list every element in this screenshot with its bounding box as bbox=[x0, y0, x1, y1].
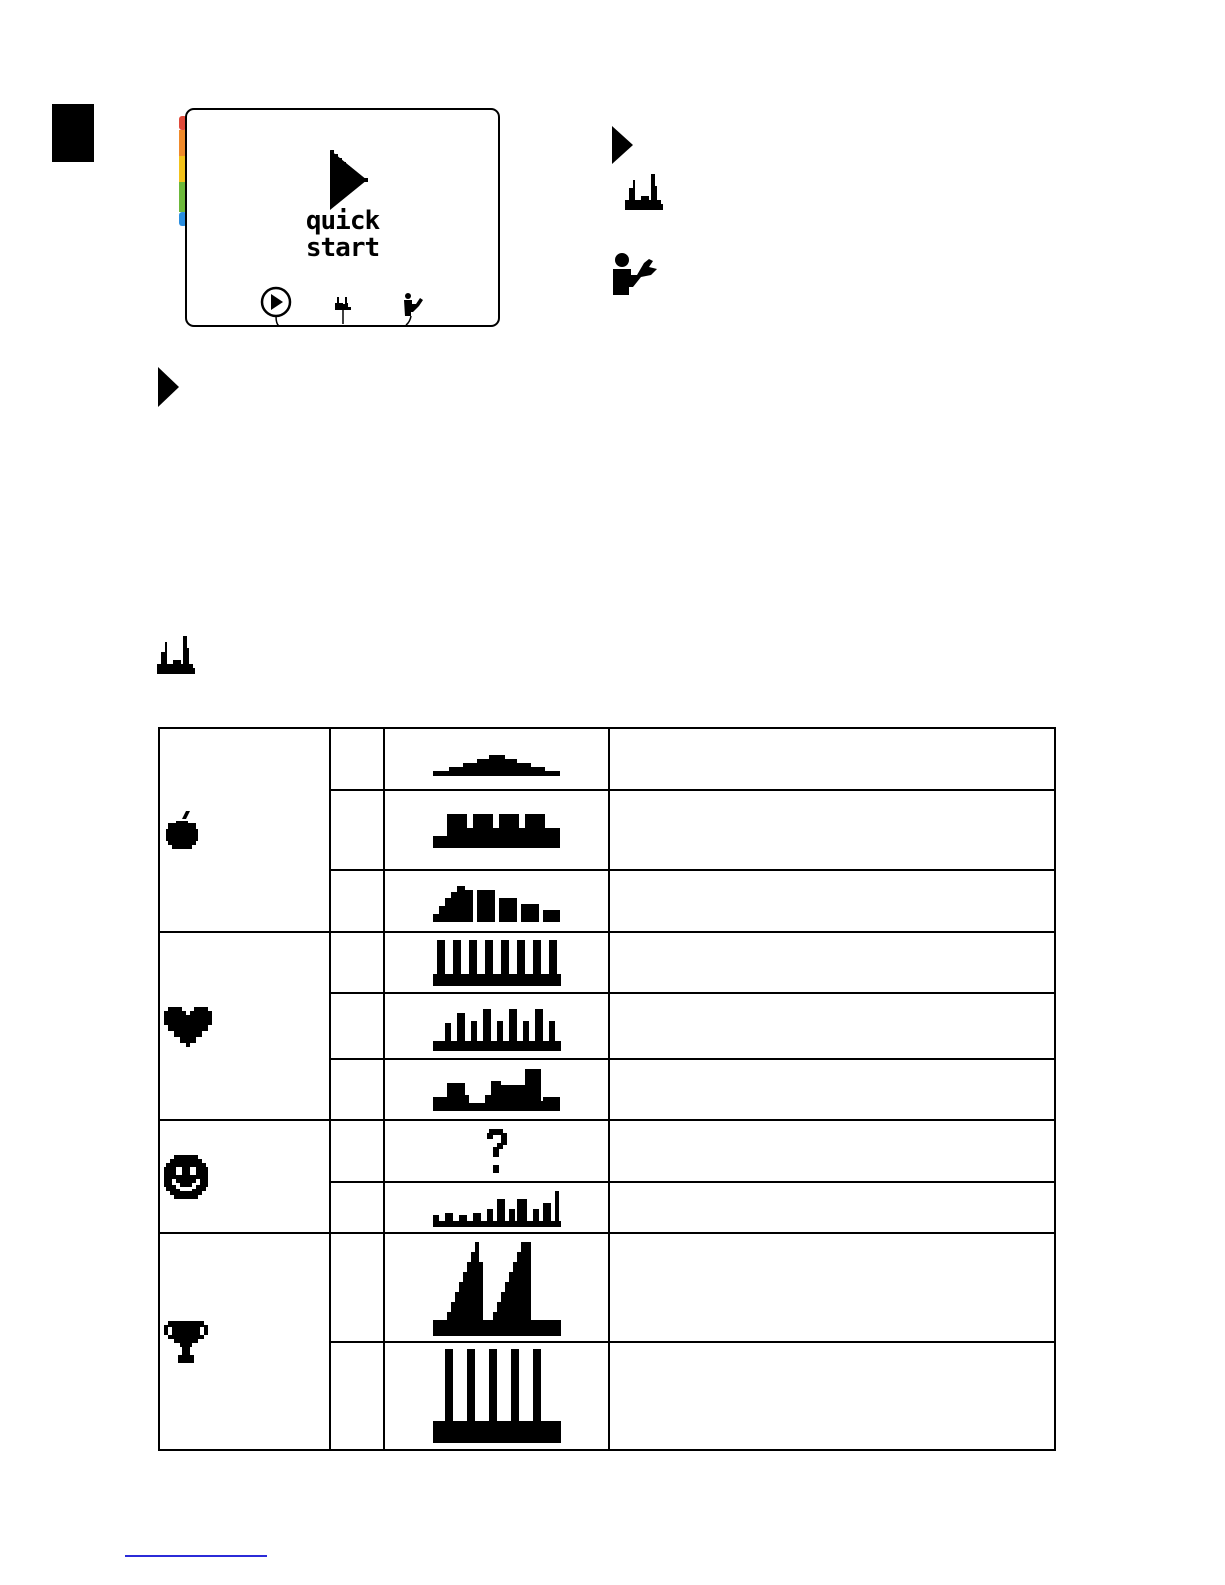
heart-icon bbox=[164, 1005, 212, 1047]
play-icon bbox=[158, 367, 180, 407]
table-row[interactable] bbox=[159, 728, 1055, 790]
profile-cell bbox=[384, 932, 609, 993]
hill-profile bbox=[433, 740, 561, 778]
play-circle-icon[interactable] bbox=[259, 286, 293, 328]
number-cell bbox=[330, 1182, 384, 1233]
number-cell bbox=[330, 728, 384, 790]
intervals-profile bbox=[433, 940, 561, 986]
group-icon-cell bbox=[159, 1120, 330, 1233]
short-intervals-profile bbox=[433, 1001, 561, 1051]
number-cell bbox=[330, 993, 384, 1059]
description-cell bbox=[609, 870, 1055, 932]
program-icon bbox=[157, 632, 197, 674]
group-icon-cell bbox=[159, 1233, 330, 1450]
settings-icon[interactable] bbox=[401, 292, 425, 328]
profile-cell bbox=[384, 870, 609, 932]
apple-icon bbox=[164, 809, 200, 851]
description-cell bbox=[609, 728, 1055, 790]
description-cell bbox=[609, 1182, 1055, 1233]
profile-cell bbox=[384, 993, 609, 1059]
title-line-1: quick bbox=[305, 206, 380, 236]
profile-cell bbox=[384, 1120, 609, 1182]
number-cell bbox=[330, 870, 384, 932]
double-ramp-profile bbox=[433, 1240, 561, 1336]
table-row[interactable] bbox=[159, 1233, 1055, 1342]
number-cell bbox=[330, 932, 384, 993]
number-cell bbox=[330, 1233, 384, 1342]
profile-cell bbox=[384, 728, 609, 790]
description-cell bbox=[609, 1342, 1055, 1450]
description-cell bbox=[609, 1233, 1055, 1342]
play-icon bbox=[612, 126, 634, 164]
settings-icon bbox=[611, 253, 657, 295]
profile-cell bbox=[384, 790, 609, 870]
number-cell bbox=[330, 1120, 384, 1182]
number-cell bbox=[330, 1342, 384, 1450]
description-cell bbox=[609, 932, 1055, 993]
profile-cell bbox=[384, 1233, 609, 1342]
footer-rule bbox=[125, 1555, 267, 1557]
profile-cell bbox=[384, 1182, 609, 1233]
description-cell bbox=[609, 790, 1055, 870]
program-table bbox=[158, 727, 1056, 1451]
program-icon bbox=[625, 170, 665, 210]
profile-cell bbox=[384, 1059, 609, 1120]
group-icon-cell bbox=[159, 728, 330, 932]
trophy-icon bbox=[164, 1321, 208, 1363]
steps-profile bbox=[433, 810, 561, 850]
program-icon[interactable] bbox=[334, 292, 352, 326]
tall-intervals-profile bbox=[433, 1349, 561, 1443]
uneven-profile bbox=[433, 1067, 561, 1113]
page-marker bbox=[52, 104, 94, 162]
device-screen-title bbox=[185, 208, 500, 262]
play-icon[interactable] bbox=[330, 150, 368, 210]
description-cell bbox=[609, 1059, 1055, 1120]
group-icon-cell bbox=[159, 932, 330, 1120]
random-profile bbox=[487, 1129, 507, 1173]
title-line-2: start bbox=[305, 233, 380, 263]
table-row[interactable] bbox=[159, 932, 1055, 993]
mixed-profile bbox=[433, 1189, 561, 1227]
description-cell bbox=[609, 1120, 1055, 1182]
number-cell bbox=[330, 1059, 384, 1120]
profile-cell bbox=[384, 1342, 609, 1450]
number-cell bbox=[330, 790, 384, 870]
table-row[interactable] bbox=[159, 1120, 1055, 1182]
descending-profile bbox=[433, 878, 561, 924]
smiley-icon bbox=[164, 1155, 208, 1199]
description-cell bbox=[609, 993, 1055, 1059]
